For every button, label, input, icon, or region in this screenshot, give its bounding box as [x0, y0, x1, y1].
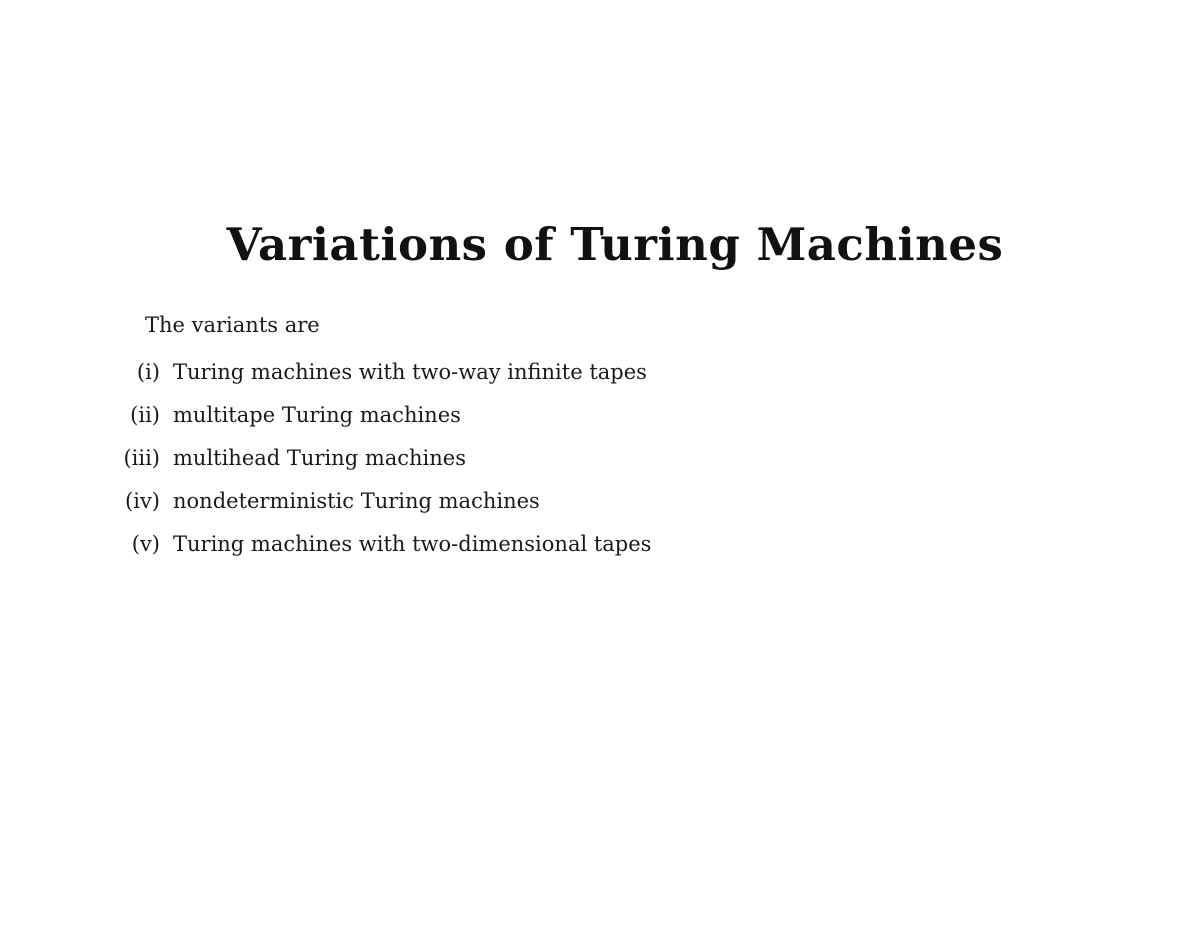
list-item-text: Turing machines with two-dimensional tapes: [173, 532, 652, 556]
list-item-text: multihead Turing machines: [173, 446, 466, 470]
list-item-text: multitape Turing machines: [173, 403, 461, 427]
list-item-marker: (v): [131, 532, 160, 556]
list-item-marker: (i): [136, 360, 160, 384]
list-item-marker: (iii): [123, 446, 160, 470]
slide-title: Variations of Turing Machines: [226, 218, 1004, 271]
list-item-marker: (iv): [125, 489, 160, 513]
list-item-text: Turing machines with two-way infinite tapes: [173, 360, 647, 384]
list-item-marker: (ii): [130, 403, 160, 427]
intro-text: The variants are: [145, 313, 320, 337]
list-item-text: nondeterministic Turing machines: [173, 489, 540, 513]
